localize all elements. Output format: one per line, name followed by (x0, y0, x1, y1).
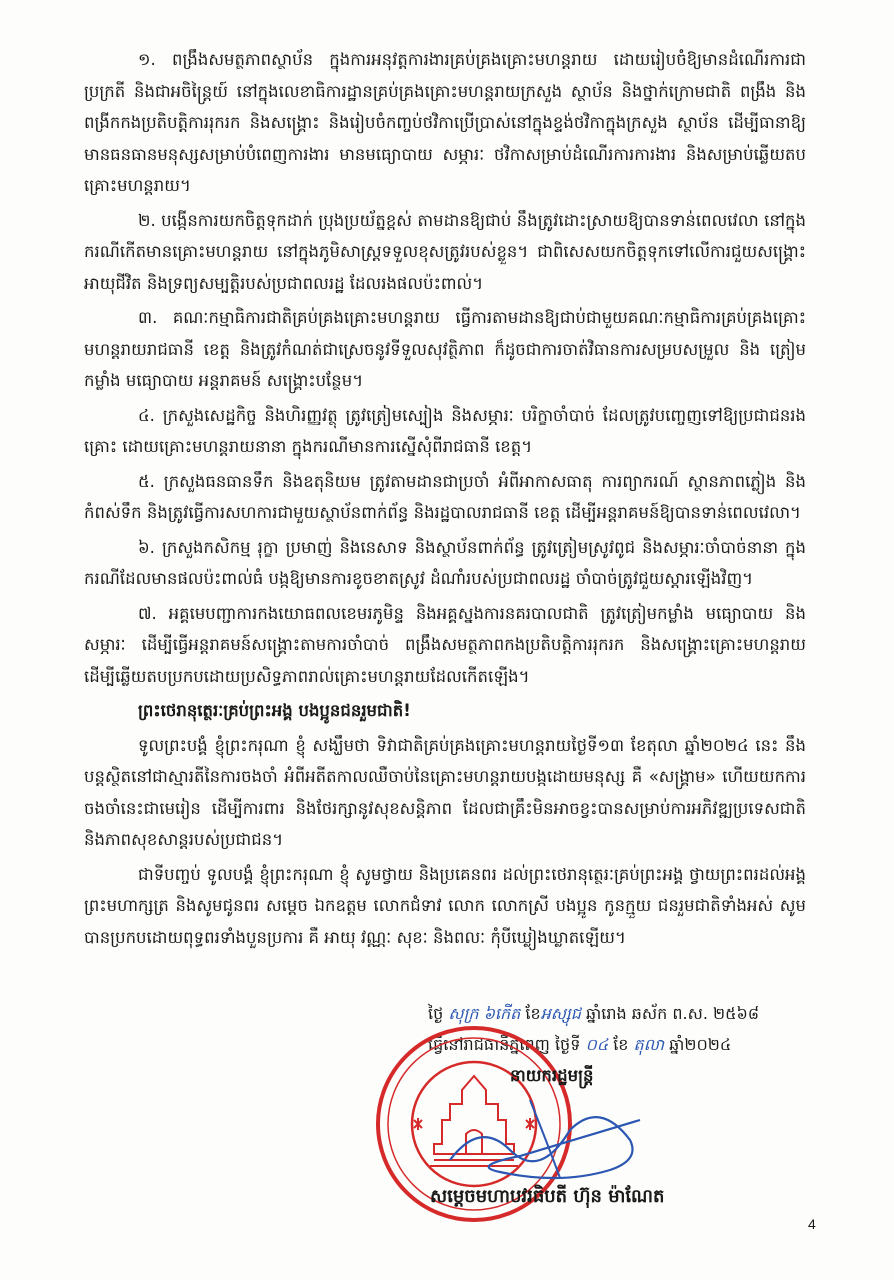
salutation-heading: ព្រះថេរានុត្ថេរៈគ្រប់ព្រះអង្គ បងប្អូនជនរួមជាតិ! (138, 701, 411, 720)
lunar-prefix: ថ្ងៃ (428, 1004, 444, 1023)
body-text (84, 44, 806, 956)
lunar-month-label: ខែ (525, 1004, 541, 1023)
paragraph-6: ៦. ក្រសួងកសិកម្ម រុក្ខា ប្រមាញ់ និងនេសាទ និងស្ថាប័នពាក់ព័ន្ធ ត្រូវត្រៀមស្រូវពូជ និងសម្ភារៈចាំបាច់នានា ក្នុងករណីដែលមានផលប៉ះពាល់ធំ បង្កឱ្យមានការខូចខាតស្រូវ ដំណាំរបស់ប្រជាពលរដ្ឋ ចាំបាច់ត្រូវជួយស្តារឡើងវិញ។ (84, 537, 806, 588)
paragraph-7: ៧. អគ្គមេបញ្ជាការកងយោធពលខេមរភូមិន្ទ និងអគ្គស្នងការនគរបាលជាតិ ត្រូវត្រៀមកម្លាំង មធ្យោបាយ និងសម្ភារៈ ដើម្បីធ្វើអន្តរាគមន៍សង្គ្រោះតាមការចាំបាច់ ពង្រឹងសមត្ថភាពកងប្រតិបត្តិការរុករក និងសង្គ្រោះគ្រោះមហន្តរាយ ដើម្បីឆ្លើយតបប្រកបដោយប្រសិទ្ធភាពរាល់គ្រោះមហន្តរាយដែលកើតឡើង។ (84, 603, 806, 686)
paragraph-2: ២. បង្កើនការយកចិត្តទុកដាក់ ប្រុងប្រយ័ត្នខ្ពស់ តាមដានឱ្យជាប់ នឹងត្រូវដោះស្រាយឱ្យបានទាន់ពេលវេលា នៅក្នុងករណីកើតមានគ្រោះមហន្តរាយ នៅក្នុងភូមិសាស្ត្រទទួលខុសត្រូវរបស់ខ្លួន។ ជាពិសេសយកចិត្តទុកទៅលើការជួយសង្គ្រោះអាយុជីវិត និងទ្រព្យសម្បត្តិរបស់ប្រជាពលរដ្ឋ ដែលរងផលប៉ះពាល់។ (84, 210, 806, 293)
month-handwritten: តុលា (633, 1035, 664, 1054)
month-label: ខែ (613, 1035, 629, 1054)
paragraph-closing: ជាទីបញ្ចប់ ទូលបង្គំ ខ្ញុំព្រះករុណា ខ្ញុំ សូមថ្វាយ និងប្រគេនពរ ដល់ព្រះថេរានុត្ថេរៈគ្រប់ព្រះអង្គ ថ្វាយព្រះពរដល់អង្គព្រះមហាក្សត្រ និងសូមជូនពរ សម្តេច ឯកឧត្តម លោកជំទាវ លោក លោកស្រី បងប្អូន កូនក្មួយ ជនរួមជាតិទាំងអស់ សូមបានប្រកបដោយពុទ្ធពរទាំងបួនប្រការ គឺ អាយុ វណ្ណៈ សុខៈ និងពលៈ កុំបីឃ្លៀងឃ្លាតឡើយ។ (84, 864, 806, 947)
lunar-month-handwritten: អស្សុជ (540, 1004, 581, 1023)
paragraph-3: ៣. គណៈកម្មាធិការជាតិគ្រប់គ្រងគ្រោះមហន្តរាយ ធ្វើការតាមដានឱ្យជាប់ជាមួយគណៈកម្មាធិការគ្រប់គ្រងគ្រោះមហន្តរាយរាជធានី ខេត្ត និងត្រូវកំណត់ជាស្រេចនូវទីទួលសុវត្ថិភាព ក៏ដូចជាការចាត់វិធានការសម្របសម្រួល និង ត្រៀមកម្លាំង មធ្យោបាយ អន្តរាគមន៍ សង្គ្រោះបន្ថែម។ (84, 308, 806, 390)
lunar-year: ឆ្នាំរោង ឆស័ក ព.ស. ២៥៦៨ (586, 1004, 760, 1023)
signer-name: សម្តេចមហាបវរធិបតី ហ៊ុន ម៉ាណែត (430, 1186, 665, 1207)
paragraph-hope: ទូលព្រះបង្គំ ខ្ញុំព្រះករុណា ខ្ញុំ សង្ឃឹមថា ទិវាជាតិគ្រប់គ្រងគ្រោះមហន្តរាយថ្ងៃទី១៣ ខែតុលា ឆ្នាំ២០២៤ នេះ នឹងបន្តស្ថិតនៅជាស្មារតីនៃការចងចាំ អំពីអតីតកាលឈឺចាប់នៃគ្រោះមហន្តរាយបង្កដោយមនុស្ស គឺ «សង្គ្រាម» ហើយយកការចងចាំនេះជាមេរៀន ដើម្បីការពារ និងថែរក្សានូវសុខសន្តិភាព ដែលជាគ្រឹះមិនអាចខ្វះបានសម្រាប់ការអភិវឌ្ឍប្រទេសជាតិ និងភាពសុខសាន្តរបស់ប្រជាជន។ (84, 735, 806, 849)
paragraph-1: ១. ពង្រឹងសមត្ថភាពស្ថាប័ន ក្នុងការអនុវត្តការងារគ្រប់គ្រងគ្រោះមហន្តរាយ ដោយរៀបចំឱ្យមានដំណើរការជាប្រក្រតី និងជាអចិន្ត្រៃយ៍ នៅក្នុងលេខាធិការដ្ឋានគ្រប់គ្រងគ្រោះមហន្តរាយក្រសួង ស្ថាប័ន និងថ្នាក់ក្រោមជាតិ ពង្រឹង និងពង្រីកកងប្រតិបត្តិការរុករក និងសង្គ្រោះ និងរៀបចំកញ្ចប់ថវិកាប្រើប្រាស់នៅក្នុងខ្ទង់ថវិកាក្នុងក្រសួង ស្ថាប័ន ដើម្បីធានាឱ្យមានធនធានមនុស្សសម្រាប់បំពេញការងារ មានមធ្យោបាយ សម្ភារៈ ថវិកាសម្រាប់ដំណើរការការងារ និងសម្រាប់ឆ្លើយតបគ្រោះមហន្តរាយ។ (84, 50, 806, 195)
lunar-day-handwritten: សុក្រ ៦កើត (448, 1004, 521, 1023)
place-prefix: ធ្វើនៅរាជធានីភ្នំពេញ ថ្ងៃទី (428, 1035, 581, 1054)
paragraph-5: ៥. ក្រសួងធនធានទឹក និងឧតុនិយម ត្រូវតាមដានជាប្រចាំ អំពីអាកាសធាតុ ការព្យាករណ៍ ស្ថានភាពភ្លៀង និងកំពស់ទឹក និងត្រូវធ្វើការសហការជាមួយស្ថាប័នពាក់ព័ន្ធ និងរដ្ឋបាលរាជធានី ខេត្ត ដើម្បីអន្តរាគមន៍ឱ្យបានទាន់ពេលវេលា។ (84, 471, 806, 522)
year: ឆ្នាំ២០២៤ (669, 1035, 732, 1054)
page-number: 4 (808, 1216, 816, 1232)
day-handwritten: ០៤ (585, 1035, 609, 1054)
paragraph-4: ៤. ក្រសួងសេដ្ឋកិច្ច និងហិរញ្ញវត្ថុ ត្រូវត្រៀមស្បៀង និងសម្ភារៈ បរិក្ខាចាំបាច់ ដែលត្រូវបញ្ចេញទៅឱ្យប្រជាជនរងគ្រោះ ដោយគ្រោះមហន្តរាយនានា ក្នុងករណីមានការស្នើសុំពីរាជធានី ខេត្ត។ (84, 405, 806, 456)
handwritten-signature (440, 1060, 660, 1190)
signer-title: នាយករដ្ឋមន្ត្រី (510, 1066, 594, 1085)
